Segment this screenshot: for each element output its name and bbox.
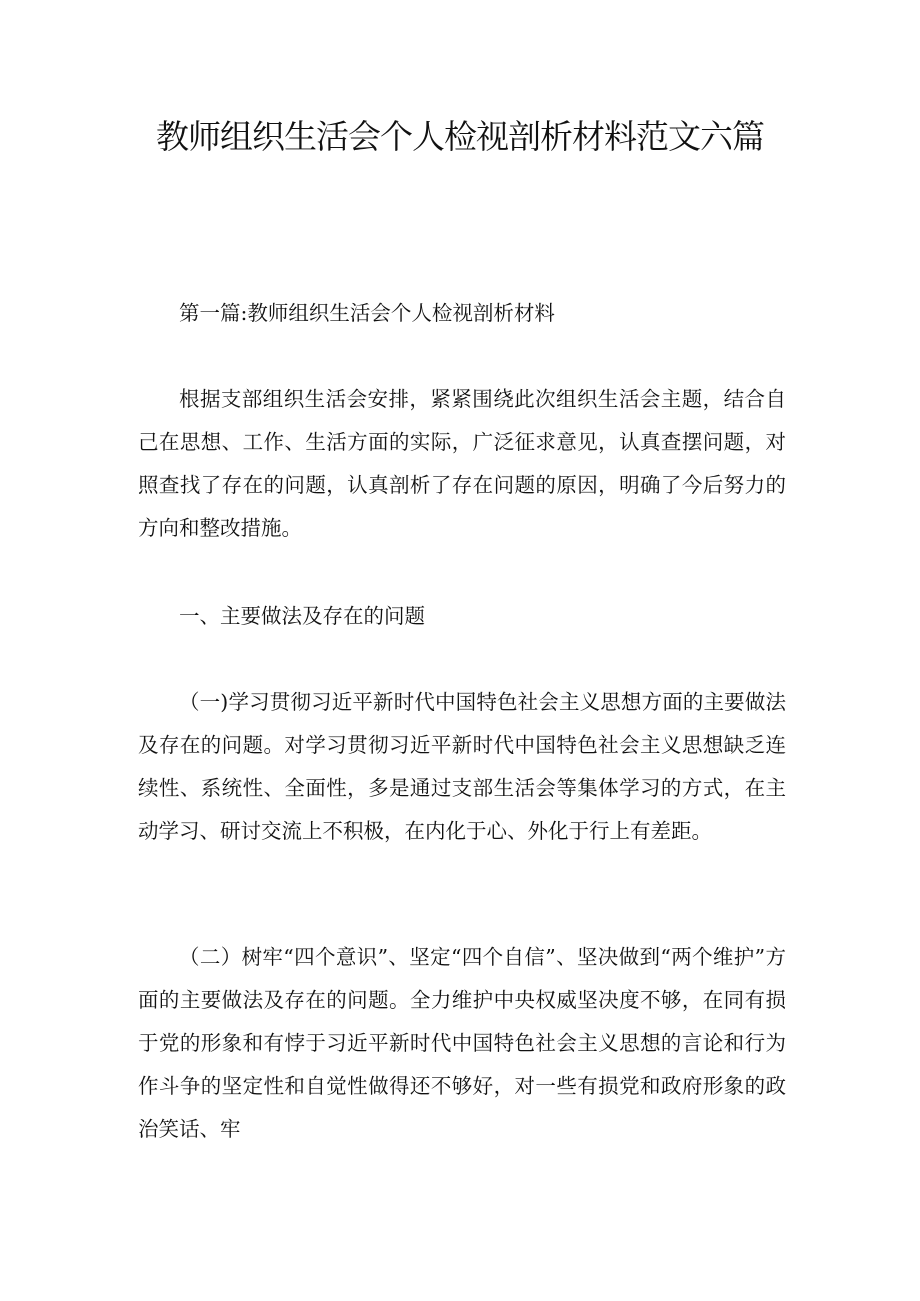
intro-paragraph: 根据支部组织生活会安排，紧紧围绕此次组织生活会主题，结合自己在思想、工作、生活方面的实际，广泛征求意见，认真查摆问题，对照查找了存在的问题，认真剖析了存在问题的原因，明确了今后努力的方向和整改措施。 (138, 387, 786, 540)
item-two-paragraph: （二）树牢“四个意识”、坚定“四个自信”、坚决做到“两个维护”方面的主要做法及存在的问题。全力维护中央权威坚决度不够，在同有损于党的形象和有悖于习近平新时代中国特色社会主义思想的言论和行为作斗争的坚定性和自觉性做得还不够好，对一些有损党和政府形象的政治笑话、牢 (138, 945, 786, 1141)
chapter-heading: 第一篇:教师组织生活会个人检视剖析材料 (179, 301, 555, 325)
item-one-paragraph: （一)学习贯彻习近平新时代中国特色社会主义思想方面的主要做法及存在的问题。对学习贯彻习近平新时代中国特色社会主义思想缺乏连续性、系统性、全面性，多是通过支部生活会等集体学习的方式，在主动学习、研讨交流上不积极，在内化于心、外化于行上有差距。 (138, 690, 786, 843)
section-heading: 一、主要做法及存在的问题 (179, 604, 425, 628)
document-title: 教师组织生活会个人检视剖析材料范文六篇 (156, 117, 764, 156)
